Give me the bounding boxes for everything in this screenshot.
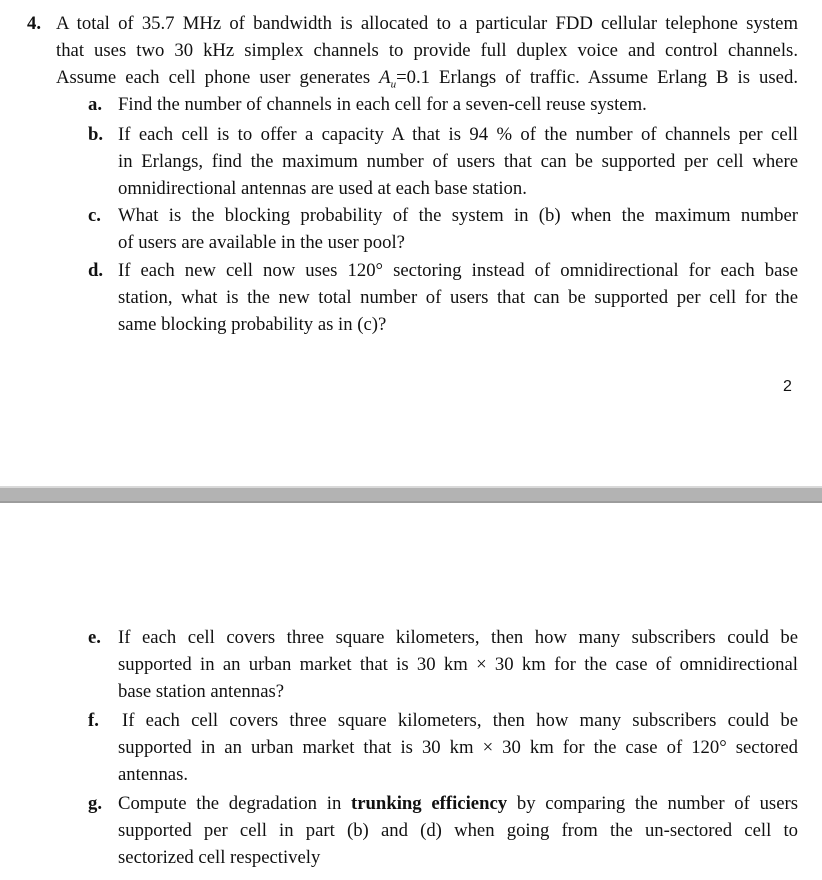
part-g-line-1: Compute the degradation in trunking efficiency by comparing the number of users bbox=[118, 793, 798, 814]
part-b-line-2: in Erlangs, find the maximum number of users that can be supported per cell where bbox=[118, 151, 798, 172]
part-d-line-1: If each new cell now uses 120° sectoring instead of omnidirectional for each base bbox=[118, 260, 798, 281]
part-b-line-1: If each cell is to offer a capacity A that is 94 % of the number of channels per cell bbox=[118, 124, 798, 145]
part-e-line-3: base station antennas? bbox=[118, 681, 285, 702]
part-g-label: g. bbox=[88, 793, 103, 814]
page-divider bbox=[0, 486, 822, 503]
part-c-line-2: of users are available in the user pool? bbox=[118, 232, 405, 253]
part-g-line-3: sectorized cell respectively bbox=[118, 847, 321, 868]
intro-line-1: A total of 35.7 MHz of bandwidth is allocated to a particular FDD cellular telephone system bbox=[56, 13, 798, 34]
part-c-label: c. bbox=[88, 205, 101, 226]
page-bottom bbox=[0, 503, 822, 880]
part-f-line-1: If each cell covers three square kilometers, then how many subscribers could be bbox=[122, 710, 798, 731]
part-d-line-2: station, what is the new total number of users that can be supported per cell for the bbox=[118, 287, 798, 308]
part-e-label: e. bbox=[88, 627, 101, 648]
part-e-line-1: If each cell covers three square kilometers, then how many subscribers could be bbox=[118, 627, 798, 648]
question-number: 4. bbox=[27, 13, 42, 34]
intro-line-2: that uses two 30 kHz simplex channels to provide full duplex voice and control channels. bbox=[56, 40, 798, 61]
part-f-line-3: antennas. bbox=[118, 764, 189, 785]
part-f-line-2: supported in an urban market that is 30 km × 30 km for the case of 120° sectored bbox=[118, 737, 798, 758]
trunking-efficiency-term: trunking efficiency bbox=[351, 793, 508, 814]
part-f-label: f. bbox=[88, 710, 99, 731]
part-e-line-2: supported in an urban market that is 30 km × 30 km for the case of omnidirectional bbox=[118, 654, 798, 675]
part-d-line-3: same blocking probability as in (c)? bbox=[118, 314, 387, 335]
intro-line-3: Assume each cell phone user generates $A_u=0.1$ Erlangs of traffic. Assume Erlang B is used. bbox=[56, 67, 798, 91]
part-g-line-2: supported per cell in part (b) and (d) when going from the un-sectored cell to bbox=[118, 820, 798, 841]
page-number: 2 bbox=[783, 378, 792, 395]
part-c-line-1: What is the blocking probability of the system in (b) when the maximum number bbox=[118, 205, 798, 226]
part-a-label: a. bbox=[88, 94, 103, 115]
part-b-line-3: omnidirectional antennas are used at each base station. bbox=[118, 178, 527, 199]
part-b-label: b. bbox=[88, 124, 104, 145]
part-a-line-1: Find the number of channels in each cell for a seven-cell reuse system. bbox=[118, 94, 647, 115]
part-d-label: d. bbox=[88, 260, 104, 281]
